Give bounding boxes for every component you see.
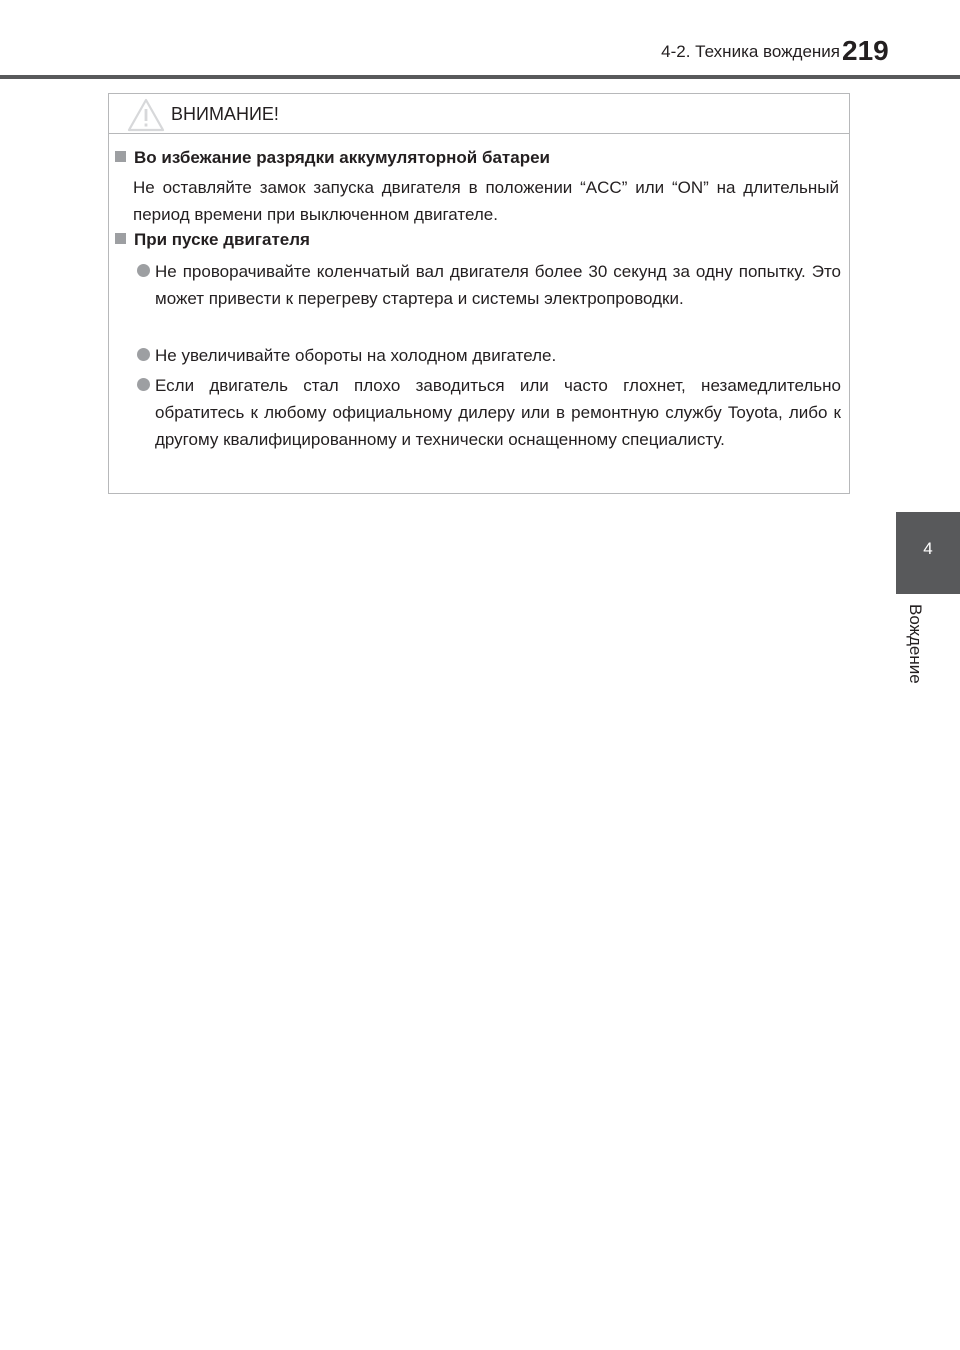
list-item-text: Не проворачивайте коленчатый вал двигателя более 30 секунд за одну попытку. Это может привести к перегреву стартера и системы электропроводки.: [155, 262, 841, 308]
list-item-text: Если двигатель стал плохо заводиться или часто глохнет, незамедлительно обратитесь к любому официальному дилеру или в ремонтную службу Toyota, либо к другому квалифицированному и технически оснащенному специалисту.: [155, 376, 841, 449]
round-bullet-icon: [137, 348, 150, 361]
chapter-label: Вождение: [906, 604, 925, 684]
round-bullet-icon: [137, 378, 150, 391]
round-bullet-icon: [137, 264, 150, 277]
warning-triangle-icon: [127, 98, 165, 132]
section-heading-text: Во избежание разрядки аккумуляторной батареи: [134, 148, 550, 167]
square-bullet-icon: [115, 151, 126, 162]
chapter-number: 4: [923, 539, 933, 558]
page-number: 219: [842, 35, 889, 66]
section-paragraph: Не оставляйте замок запуска двигателя в положении “ACC” или “ON” на длительный период времени при выключенном двигателе.: [133, 178, 839, 224]
square-bullet-icon: [115, 233, 126, 244]
section-heading-text: При пуске двигателя: [134, 230, 310, 249]
caution-title: ВНИМАНИЕ!: [171, 104, 279, 124]
caution-box: [108, 93, 850, 494]
section-heading: [115, 228, 835, 252]
chapter-tab: [896, 512, 960, 594]
header-divider: [0, 75, 960, 79]
caution-header: [109, 94, 849, 134]
list-item-text: Не увеличивайте обороты на холодном двигателе.: [155, 346, 557, 365]
section-heading: [115, 146, 835, 170]
section-title: 4-2. Техника вождения: [661, 42, 840, 61]
